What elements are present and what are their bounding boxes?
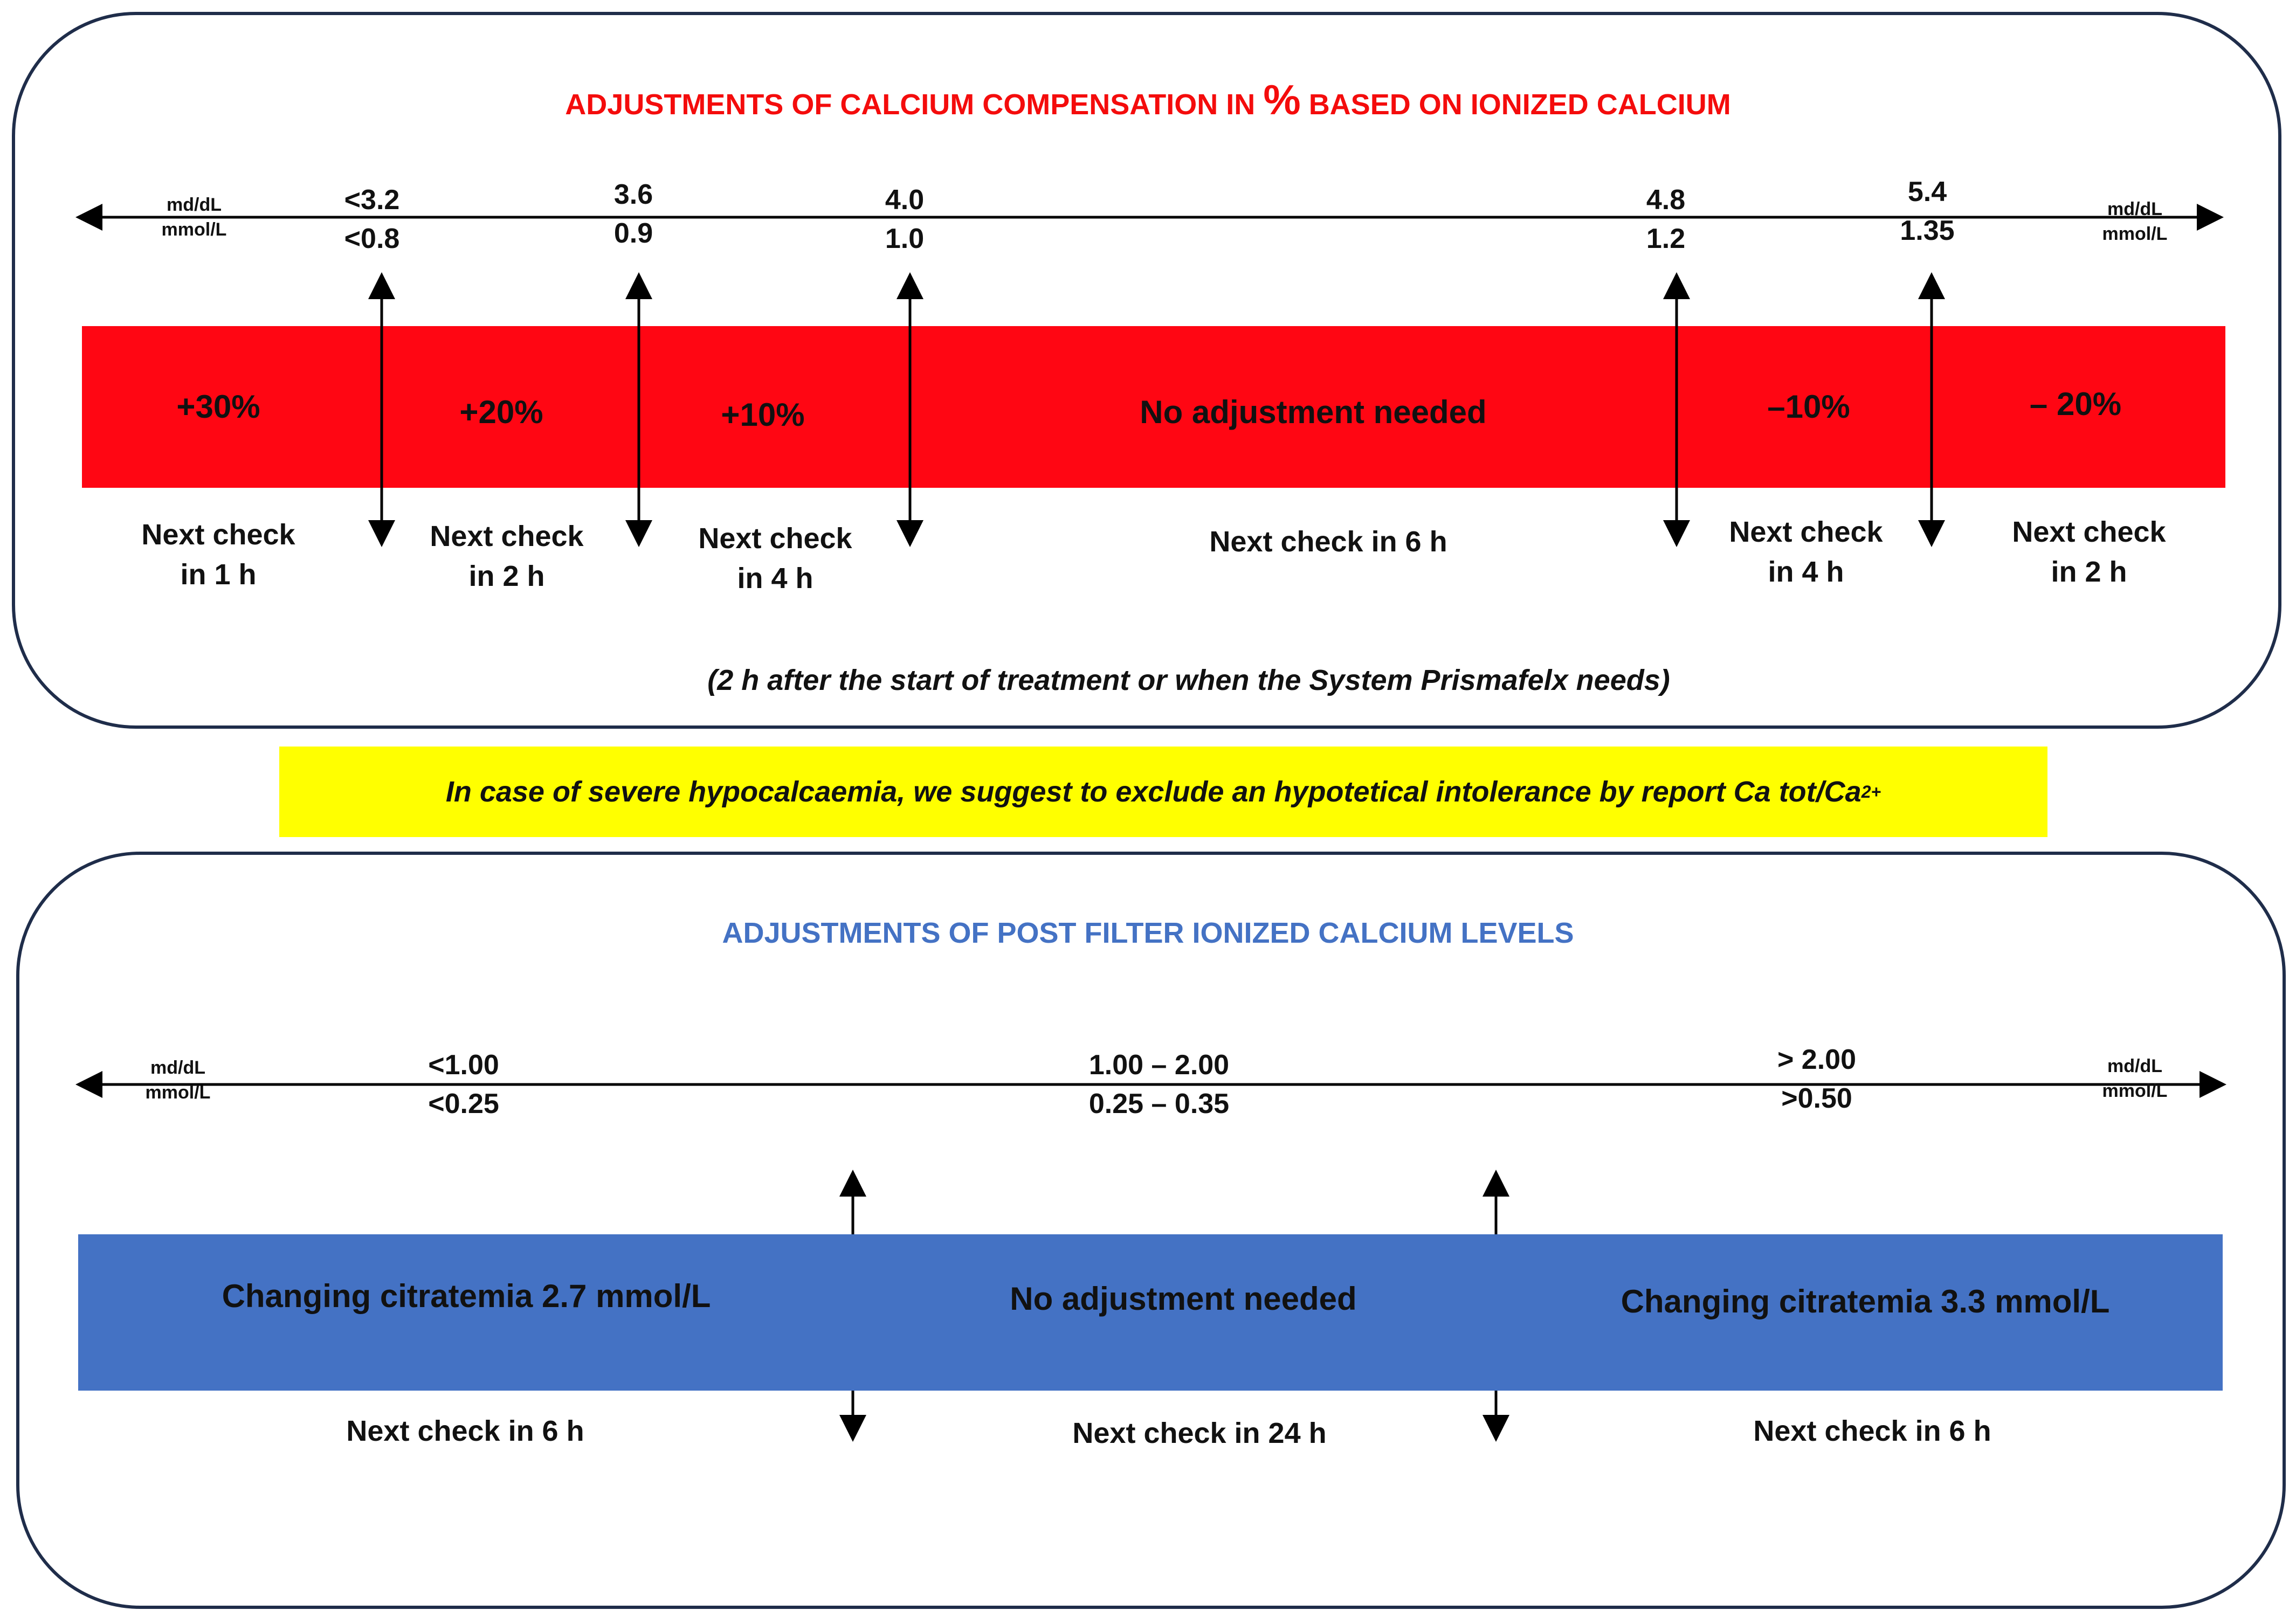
top-unit-right	[2070, 197, 2200, 246]
top-tick-2-mg: 3.6	[613, 179, 653, 210]
top-tick-5-mg: 5.4	[1907, 176, 1947, 208]
band-plus-30: +30%	[176, 389, 260, 425]
top-unit-right-mmol: mmol/L	[2102, 224, 2168, 244]
band-plus-20: +20%	[459, 394, 543, 430]
hypocalcaemia-note	[279, 747, 2047, 837]
check-1h-line2: in 1 h	[180, 558, 257, 591]
check-2h-right-line2: in 2 h	[2051, 556, 2127, 588]
check-1h	[111, 515, 326, 595]
top-tick-3-mmol: 1.0	[885, 223, 925, 254]
top-title-main: ADJUSTMENTS OF CALCIUM COMPENSATION IN	[565, 88, 1256, 121]
top-tick-4-mg: 4.8	[1646, 184, 1686, 216]
top-unit-right-mg: md/dL	[2107, 199, 2162, 219]
check-4h-line2: in 4 h	[737, 562, 813, 595]
check-4h-right-line1: Next check	[1729, 516, 1883, 548]
top-tick-3	[851, 181, 959, 258]
bottom-unit-right	[2070, 1054, 2200, 1103]
top-unit-left	[129, 192, 259, 242]
note-text: In case of severe hypocalcaemia, we suggest to exclude an hypotetical intolerance by report Ca tot/Ca	[445, 776, 1861, 808]
bottom-check-6h-right: Next check in 6 h	[1753, 1415, 1991, 1447]
band-citratemia-3-3: Changing citratemia 3.3 mmol/L	[1621, 1283, 2110, 1319]
top-title-end: BASED ON IONIZED CALCIUM	[1308, 88, 1731, 121]
check-4h	[667, 519, 883, 598]
check-2h	[399, 516, 615, 596]
bottom-check-6h-left: Next check in 6 h	[346, 1415, 584, 1447]
top-tick-4-mmol: 1.2	[1646, 223, 1686, 254]
top-tick-2-mmol: 0.9	[613, 218, 653, 249]
check-2h-right	[1981, 512, 2197, 592]
bottom-tick-3	[1736, 1040, 1898, 1118]
bottom-tick-2-mmol: 0.25 – 0.35	[1088, 1088, 1230, 1120]
check-2h-line1: Next check	[430, 520, 584, 552]
top-tick-3-mg: 4.0	[885, 184, 925, 216]
top-tick-1	[318, 181, 426, 258]
bottom-unit-left-mmol: mmol/L	[145, 1082, 211, 1103]
band-plus-10: +10%	[721, 397, 805, 433]
band-no-adjustment-bottom: No adjustment needed	[1010, 1281, 1357, 1317]
bottom-tick-3-mmol: >0.50	[1781, 1083, 1852, 1114]
bottom-title: ADJUSTMENTS OF POST FILTER IONIZED CALCIUM LEVELS	[722, 917, 1574, 949]
top-unit-left-mmol: mmol/L	[161, 219, 227, 240]
check-2h-right-line1: Next check	[2012, 516, 2166, 548]
bottom-tick-1-mmol: <0.25	[428, 1088, 499, 1120]
top-title-percent: %	[1263, 76, 1301, 123]
bottom-unit-right-mg: md/dL	[2107, 1056, 2162, 1076]
bottom-unit-left-mg: md/dL	[150, 1058, 205, 1078]
top-tick-1-mg: <3.2	[344, 184, 400, 216]
bottom-tick-1	[383, 1046, 544, 1123]
bottom-check-24h: Next check in 24 h	[1072, 1417, 1327, 1449]
bottom-tick-2-mg: 1.00 – 2.00	[1088, 1049, 1230, 1081]
check-6h	[1113, 522, 1544, 562]
check-4h-right-line2: in 4 h	[1768, 556, 1844, 588]
top-tick-5	[1873, 172, 1981, 250]
note-superscript: 2+	[1861, 782, 1881, 801]
check-4h-line1: Next check	[698, 522, 852, 555]
bottom-tick-1-mg: <1.00	[428, 1049, 499, 1081]
bottom-unit-right-mmol: mmol/L	[2102, 1081, 2168, 1101]
check-6h-line1: Next check in 6 h	[1209, 526, 1447, 558]
check-2h-line2: in 2 h	[468, 560, 545, 592]
bottom-tick-2	[1024, 1046, 1294, 1123]
check-4h-right	[1698, 512, 1914, 592]
top-footnote: (2 h after the start of treatment or when the System Prismafelx needs)	[707, 664, 1670, 696]
band-citratemia-2-7: Changing citratemia 2.7 mmol/L	[222, 1278, 711, 1314]
bottom-tick-3-mg: > 2.00	[1777, 1044, 1857, 1075]
check-1h-line1: Next check	[141, 519, 295, 551]
band-minus-10: –10%	[1767, 389, 1850, 425]
bottom-unit-left	[113, 1055, 243, 1105]
top-tick-1-mmol: <0.8	[344, 223, 400, 254]
band-minus-20: – 20%	[2029, 386, 2122, 422]
top-tick-4	[1612, 181, 1720, 258]
top-tick-5-mmol: 1.35	[1900, 215, 1955, 246]
top-unit-left-mg: md/dL	[167, 195, 222, 215]
band-no-adjustment: No adjustment needed	[1140, 394, 1487, 430]
top-tick-2	[580, 175, 687, 253]
